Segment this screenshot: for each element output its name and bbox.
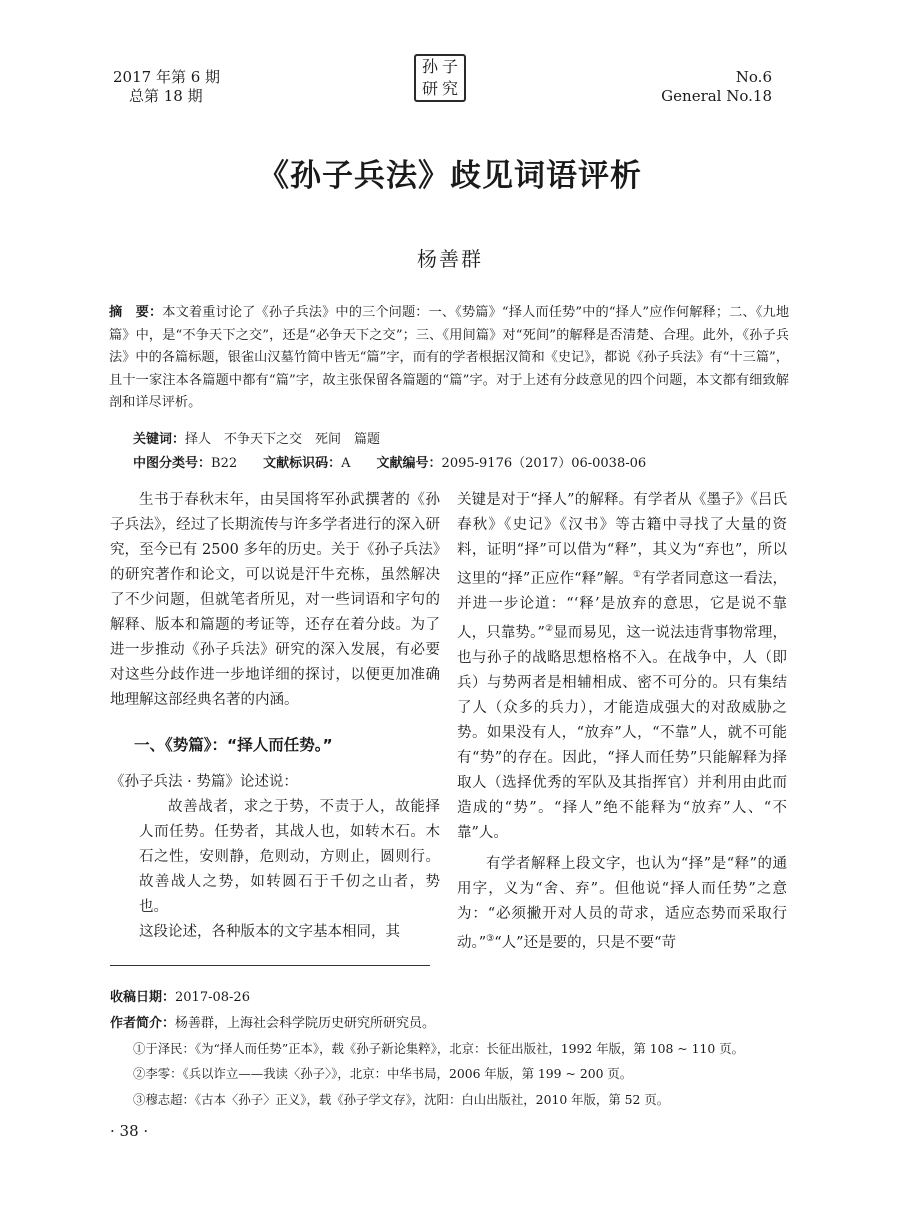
journal-issue-english	[661, 68, 772, 106]
doc-code-value: A	[341, 456, 351, 471]
abstract-label: 摘 要：	[109, 305, 163, 320]
paragraph-text: 有学者解释上段文字，也认为“择”是“释”的通用字，义为“舍、弃”。但他说“择人而任势”之意为：“必须撇开对人员的苛求，适应态势而采取行动。”	[457, 855, 787, 951]
article-author: 杨善群	[417, 247, 483, 271]
article-no-label: 文献编号：	[376, 456, 442, 471]
paragraph-text: 显而易见，这一说法违背事物常理，也与孙子的战略思想格格不入。在战争中，人（即兵）与势两者是相辅相成、密不可分的。只有集结了人（众多的兵力），才能造成强大的对敌威胁之势。如果没有人，“放弃”人，“不靠”人，就不可能有“势”的存在。因此，“择人而任势”只能解释为择取人（选择优秀的军队及其指挥官）并利用由此而造成的“势”。“择人”绝不能释为“放弃”人、“不靠”人。	[457, 624, 787, 841]
clc-label: 中图分类号：	[133, 456, 212, 471]
abstract-text: 本文着重讨论了《孙子兵法》中的三个问题：一、《势篇》“择人而任势”中的“择人”应作何解释；二、《九地篇》中，是“不争天下之交”，还是“必争天下之交”；三、《用间篇》对“死间”的解释是否清楚、合理。此外，《孙子兵法》中的各篇标题，银雀山汉墓竹简中皆无“篇”字，而有的学者根据汉简和《史记》，都说《孙子兵法》有“十三篇”，且十一家注本各篇题中都有“篇”字，故主张保留各篇题的“篇”字。对于上述有分歧意见的四个问题，本文都有细致解剖和详尽评析。	[109, 305, 790, 410]
keywords-text: 择人 不争天下之交 死间 篇题	[185, 432, 381, 447]
bio-value: 杨善群，上海社会科学院历史研究所研究员。	[175, 1016, 436, 1031]
footnote-2: ②李零：《兵以诈立——我读〈孙子〉》，北京：中华书局，2006 年版，第 199 ~ 200 页。	[133, 1066, 633, 1081]
logo-char: 究	[441, 79, 458, 98]
block-quote: 故善战者，求之于势，不责于人，故能择人而任势。任势者，其战人也，如转木石。木石之性，安则静，危则动，方则止，圆则行。故善战人之势，如转圆石于千仞之山者，势也。	[139, 799, 440, 915]
received-date	[110, 986, 250, 1005]
footnote-divider	[110, 965, 430, 966]
paragraph-text: 有学者同意这一看法，并进一步论道：“‘释’是放弃的意思，它是说不靠人，只靠势。”	[457, 570, 788, 641]
issue-number-en: No.6	[735, 68, 772, 86]
keywords-label: 关键词：	[133, 432, 186, 447]
abstract	[109, 302, 789, 415]
footnote-ref: ③	[486, 933, 495, 944]
logo-char: 研	[421, 79, 438, 98]
bio-label: 作者简介：	[110, 1016, 176, 1031]
section-heading: 一、《势篇》：“择人而任势。”	[134, 736, 333, 754]
logo-char: 孙	[421, 57, 438, 76]
page-number: · 38 ·	[110, 1122, 149, 1140]
paragraph	[457, 852, 787, 956]
intro-paragraph: 生书于春秋末年，由吴国将军孙武撰著的《孙子兵法》，经过了长期流传与许多学者进行的深入研究，至今已有 2500 多年的历史。关于《孙子兵法》的研究著作和论文，可以说是汗牛充栋，虽然解决了不少问题，但就笔者所见，对一些词语和字句的解释、版本和篇题的考证等，还存在着分歧。为了进一步推动《孙子兵法》研究的深入发展，有必要对这些分歧作进一步地详细的探讨，以便更加准确地理解这部经典名著的内涵。	[110, 492, 440, 708]
keywords	[133, 428, 380, 447]
classification-line	[133, 452, 646, 471]
journal-issue-info	[113, 68, 220, 106]
article-title: 《孙子兵法》歧见词语评析	[258, 158, 642, 194]
received-label: 收稿日期：	[110, 990, 176, 1005]
footnote-ref: ①	[632, 570, 642, 580]
footnote-ref: ②	[544, 623, 554, 634]
footnote-3: ③穆志超：《古本〈孙子〉正义》，载《孙子学文存》，沈阳：白山出版社，2010 年版，第 52 页。	[133, 1092, 670, 1107]
quote-intro: 《孙子兵法 · 势篇》论述说：	[110, 774, 298, 790]
general-number-en: General No.18	[661, 87, 772, 105]
paragraph-text: 关键是对于“择人”的解释。有学者从《墨子》《吕氏春秋》《史记》《汉书》等古籍中寻找了大量的资料，证明“择”可以借为“释”，其义为“弃也”，所以这里的“择”正应作“释”解。	[457, 492, 787, 587]
issue-line: 2017 年第 6 期	[113, 68, 221, 86]
received-value: 2017-08-26	[175, 990, 250, 1005]
footnote-1: ①于泽民：《为“择人而任势”正本》，载《孙子新论集粹》，北京：长征出版社，1992 年版，第 108 ~ 110 页。	[133, 1041, 744, 1056]
author-bio	[110, 1012, 435, 1031]
total-issue-line: 总第 18 期	[129, 87, 203, 105]
paragraph: 这段论述，各种版本的文字基本相同，其	[139, 924, 400, 940]
body-column-right	[457, 488, 787, 955]
body-column-left	[110, 488, 440, 945]
journal-logo	[414, 54, 466, 102]
logo-char: 子	[441, 57, 458, 76]
paragraph	[457, 488, 787, 846]
clc-value: B22	[211, 456, 238, 471]
paragraph-text: “人”还是要的，只是不要“苛	[494, 934, 676, 951]
doc-code-label: 文献标识码：	[263, 456, 342, 471]
article-no-value: 2095-9176（2017）06-0038-06	[441, 456, 647, 471]
